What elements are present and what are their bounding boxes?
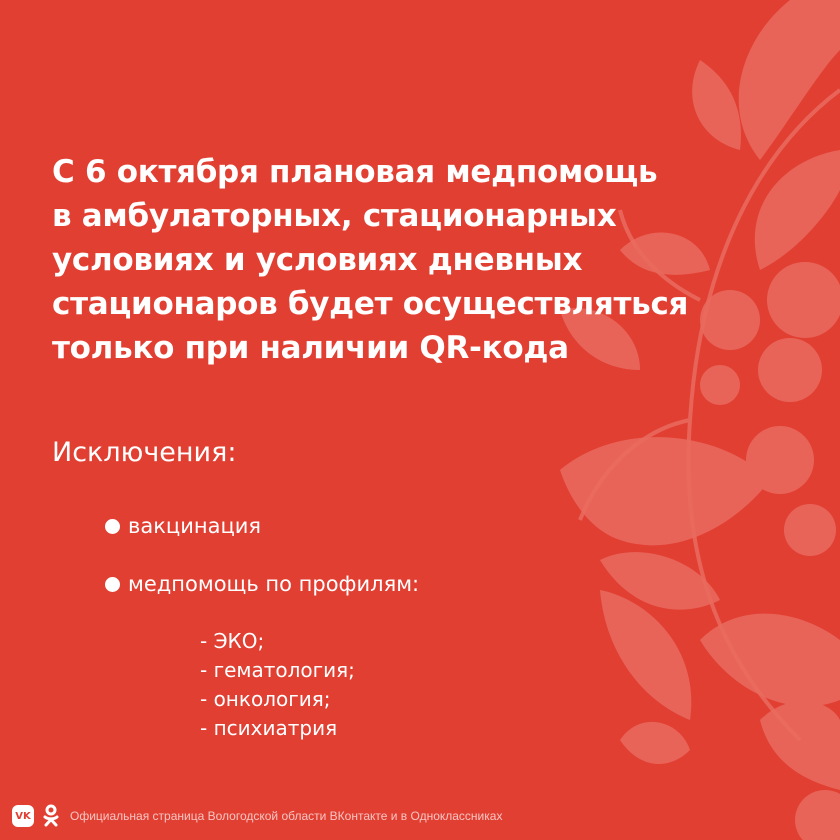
- profile-item: - психиатрия: [200, 716, 338, 740]
- exceptions-title: Исключения:: [52, 437, 237, 468]
- bullet-icon: [105, 577, 120, 592]
- profile-item: - онкология;: [200, 687, 331, 711]
- profile-item: - гематология;: [200, 658, 355, 682]
- exceptions-list: [105, 508, 419, 602]
- headline-line: С 6 октября плановая медпомощь: [52, 154, 658, 190]
- headline: [52, 150, 752, 370]
- profile-item: - ЭКО;: [200, 629, 265, 653]
- footer: [12, 803, 502, 829]
- headline-line: стационаров будет осуществляться: [52, 286, 689, 322]
- vk-icon[interactable]: VK: [12, 805, 34, 827]
- profiles-list: [200, 627, 355, 743]
- headline-line: только при наличии QR-кода: [52, 330, 569, 366]
- headline-line: условиях и условиях дневных: [52, 242, 583, 278]
- odnoklassniki-icon[interactable]: [42, 804, 60, 828]
- list-item: [105, 566, 419, 602]
- list-item-text: вакцинация: [128, 514, 262, 538]
- list-item-text: медпомощь по профилям:: [128, 572, 420, 596]
- bullet-icon: [105, 519, 120, 534]
- footer-text: Официальная страница Вологодской области ВКонтакте и в Одноклассниках: [70, 809, 503, 823]
- headline-line: в амбулаторных, стационарных: [52, 198, 617, 234]
- list-item: [105, 508, 419, 544]
